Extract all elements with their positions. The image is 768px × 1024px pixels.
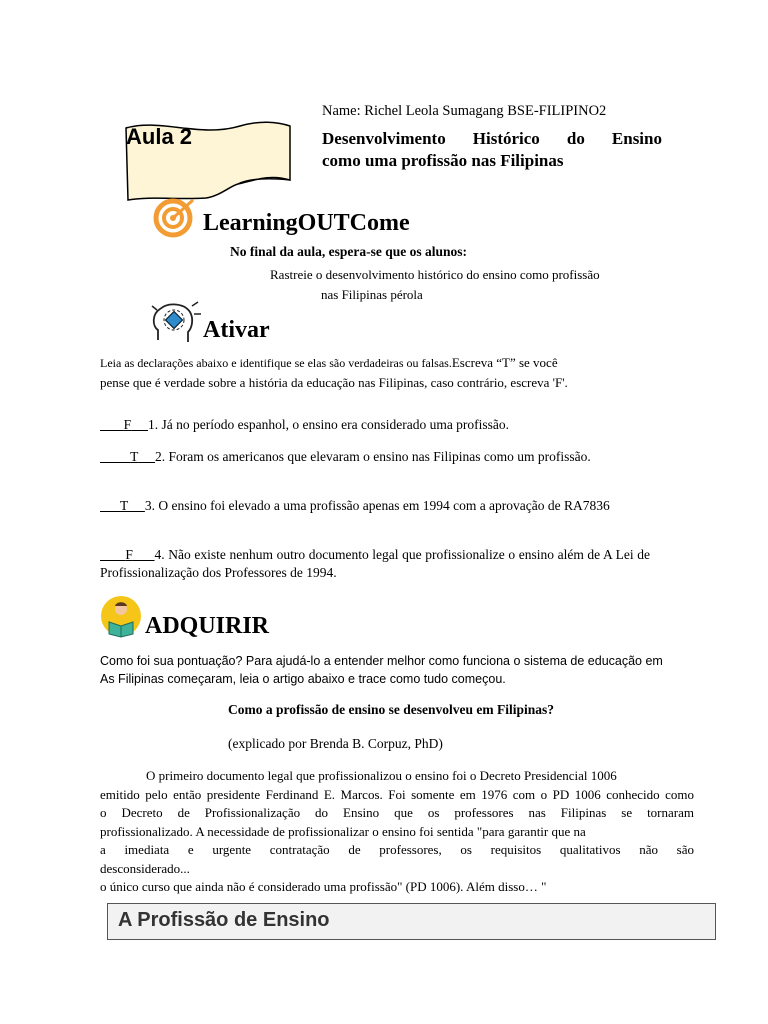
- answer-value: F: [125, 547, 133, 562]
- adquirir-intro: [100, 652, 700, 688]
- statement-item: [100, 416, 650, 434]
- statement-text: 2. Foram os americanos que elevaram o ensino nas Filipinas como um profissão.: [155, 449, 591, 464]
- statement-text: 1. Já no período espanhol, o ensino era considerado uma profissão.: [148, 417, 510, 432]
- body-line: O primeiro documento legal que profissionalizou o ensino foi o Decreto Presidencial 1006: [146, 768, 617, 783]
- section-header-box: [107, 903, 716, 940]
- target-icon: [153, 198, 197, 238]
- reading-person-icon: [100, 596, 144, 638]
- page-title: [322, 128, 662, 172]
- brain-gears-icon: [148, 300, 202, 346]
- body-line: profissionalizado. A necessidade de profissionalizar o ensino foi sentida "para garantir que na: [100, 823, 586, 839]
- body-line: desconsiderado...: [100, 860, 190, 876]
- lesson-label: Aula 2: [126, 124, 193, 149]
- answer-blank[interactable]: [100, 498, 145, 513]
- ativar-instructions: [100, 353, 645, 393]
- instruction-part-1: Leia as declarações abaixo e identifique se elas são verdadeiras ou falsas.: [100, 356, 452, 370]
- instruction-line-2: pense que é verdade sobre a história da educação nas Filipinas, caso contrário, escreva 'F'.: [100, 375, 568, 390]
- body-line: emitido pelo então presidente Ferdinand E. Marcos. Foi somente em 1976 com o PD 1006 conhecido como: [100, 786, 694, 802]
- answer-value: T: [130, 449, 139, 464]
- body-line: a imediata e urgente contratação de professores, os requisitos qualitativos não são: [100, 842, 694, 857]
- answer-blank[interactable]: [100, 449, 155, 464]
- statement-text: 3. O ensino foi elevado a uma profissão apenas em 1994 com a aprovação de RA7836: [144, 498, 610, 513]
- student-name: Name: Richel Leola Sumagang BSE-FILIPINO2: [322, 103, 607, 119]
- answer-blank[interactable]: [100, 547, 155, 562]
- learning-outcome-heading: LearningOUTCome: [203, 210, 410, 236]
- title-line-1: Desenvolvimento Histórico do Ensino: [322, 129, 662, 148]
- adquirir-heading: ADQUIRIR: [145, 613, 270, 639]
- article-title: Como a profissão de ensino se desenvolveu em Filipinas?: [228, 702, 555, 717]
- learning-outcome-intro: No final da aula, espera-se que os alunos:: [230, 244, 468, 259]
- answer-blank[interactable]: [100, 417, 148, 432]
- title-line-2: como uma profissão nas Filipinas: [322, 151, 564, 170]
- intro-line-1: Como foi sua pontuação? Para ajudá-lo a entender melhor como funciona o sistema de educação em: [100, 654, 663, 668]
- statement-text: 4. Não existe nenhum outro documento legal que profissionalize o ensino além de A Lei de Profissionalização dos Professores de 1994.: [100, 547, 651, 580]
- statement-item: [100, 497, 650, 515]
- objective-line-2: nas Filipinas pérola: [321, 287, 423, 302]
- article-byline: (explicado por Brenda B. Corpuz, PhD): [228, 736, 443, 751]
- instruction-part-2: Escreva “T” se você: [451, 355, 558, 370]
- intro-line-2: As Filipinas começaram, leia o artigo abaixo e trace como tudo começou.: [100, 672, 506, 686]
- article-body: [100, 767, 694, 897]
- body-line: o Decreto de Profissionalização do Ensino que os professores nas Filipinas se tornaram: [100, 805, 694, 820]
- answer-value: F: [123, 417, 132, 432]
- ativar-heading: Ativar: [203, 317, 270, 343]
- body-line: o único curso que ainda não é considerado uma profissão" (PD 1006). Além disso… ": [100, 879, 547, 894]
- section-title: A Profissão de Ensino: [118, 909, 330, 931]
- answer-value: T: [120, 498, 129, 513]
- statement-item: [100, 448, 650, 466]
- statement-item: [100, 546, 650, 582]
- objective-line-1: Rastreie o desenvolvimento histórico do ensino como profissão: [270, 267, 600, 282]
